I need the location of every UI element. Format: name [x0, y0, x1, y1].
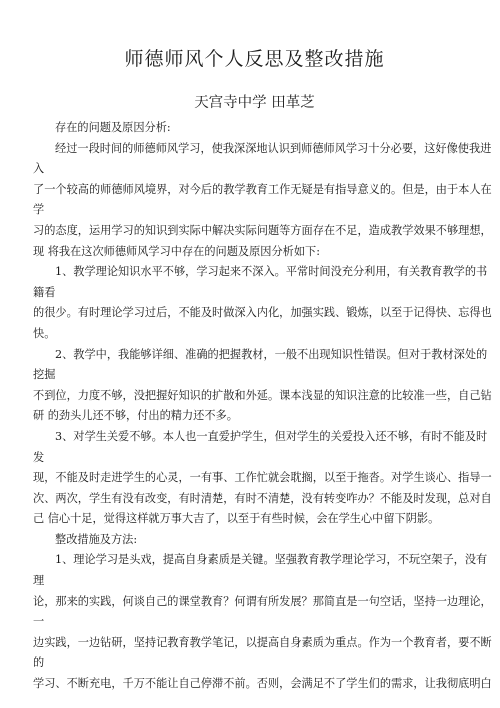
text-line: 论，那来的实践，何谈自己的课堂教育？何谓有所发展？那简直是一句空话，坚持一边理论，: [33, 594, 492, 608]
text-line: 挖掘: [33, 368, 56, 382]
text-line: 的: [33, 656, 45, 670]
text-line: 入: [33, 162, 45, 176]
text-line: 快。: [33, 326, 56, 340]
text-line: 3、对学生关爱不够。本人也一直爱护学生，但对学生的关爱投入还不够，有时不能及时: [55, 429, 488, 443]
text-line: 理: [33, 574, 45, 588]
text-line: 籍看: [33, 285, 56, 299]
text-line: 发: [33, 450, 45, 464]
text-line: 己 信心十足，觉得这样就万事大吉了，以至于有些时候，会在学生心中留下阴影。: [33, 512, 440, 526]
text-line: 的很少。有时理论学习过后，不能及时做深入内化，加强实践、锻炼，以至于记得快、忘得也: [33, 306, 492, 320]
text-line: 边实践，一边钻研，坚持记教育教学笔记，以提高自身素质为重点。作为一个教育者，要不断: [33, 635, 492, 649]
text-line: 整改措施及方法:: [55, 532, 138, 546]
text-line: 现 将我在这次师德师风学习中存在的问题及原因分析如下:: [33, 244, 321, 258]
text-line: 一: [33, 615, 45, 629]
text-line: 了一个较高的师德师风境界，对今后的教学教育工作无疑是有指导意义的。但是，由于本人在: [33, 182, 492, 196]
text-line: 存在的问题及原因分析:: [55, 121, 171, 134]
text-line: 习的态度，运用学习的知识到实际中解决实际问题等方面存在不足，造成教学效果不够理想，: [33, 223, 492, 237]
text-line: 学习、不断充电，千万不能让自己停滞不前。否则，会满足不了学生们的需求，让我彻底明白: [33, 677, 492, 691]
text-line: 1、教学理论知识水平不够，学习起来不深入。平常时间没充分利用，有关教育教学的书: [55, 265, 488, 279]
text-line: 学: [33, 203, 45, 217]
document-title: 师德师风个人反思及整改措施: [124, 48, 385, 70]
text-line: 现，不能及时走进学生的心灵，一有事、工作忙就会耽搁，以至于拖沓。对学生谈心、指导一: [33, 471, 492, 485]
text-line: 不到位，力度不够，没把握好知识的扩散和外延。课本浅显的知识注意的比较准一些，自己钻: [33, 388, 492, 402]
document-author: 天宫寺中学 田革芝: [194, 95, 315, 111]
text-line: 次、两次，学生有没有改变，有时清楚，有时不清楚，没有转变咋办？不能及时发现，总对自: [33, 491, 492, 505]
document-body: [33, 118, 492, 695]
text-line: 1、理论学习是头戏，提高自身素质是关键。坚强教育教学理论学习，不玩空架子，没有: [55, 553, 488, 567]
text-line: 经过一段时间的师德师风学习，使我深深地认识到师德师风学习十分必要，这好像使我进: [55, 141, 492, 155]
text-line: 2、教学中，我能够详细、准确的把握教材，一般不出现知识性错误。但对于教材深处的: [55, 347, 488, 361]
text-line: 研 的劲头儿还不够，付出的精力还不多。: [33, 409, 238, 423]
